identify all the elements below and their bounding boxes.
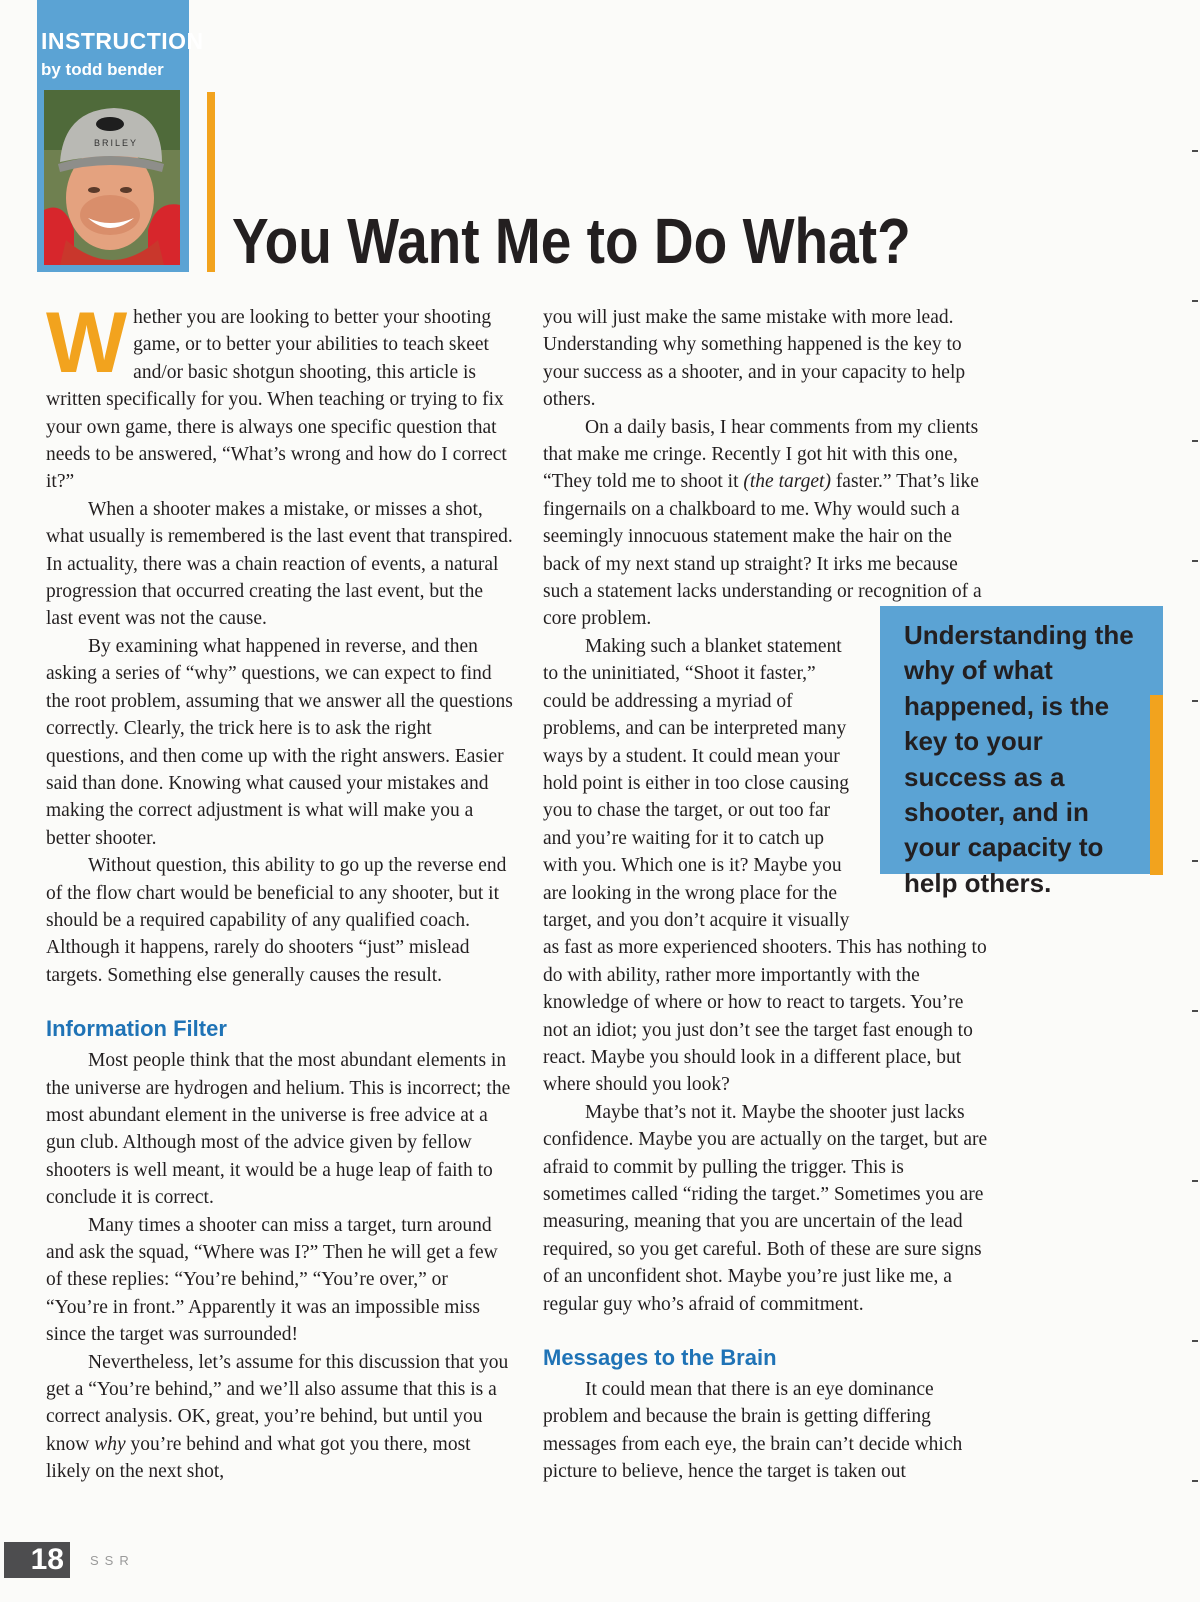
text-span: you’re behind and what got you there, most likely on the next shot,: [46, 1433, 471, 1483]
paragraph: [46, 1349, 514, 1486]
paragraph-intro: [46, 295, 514, 496]
edge-mark: [1192, 1340, 1198, 1342]
edge-mark: [1192, 1180, 1198, 1182]
paragraph: you will just make the same mistake with more lead. Understanding why something happened is the key to your success as a shooter, and in your capacity to help others.: [543, 307, 966, 411]
paragraph: Maybe that’s not it. Maybe the shooter just lacks confidence. Maybe you are actually on the target, but are afraid to commit by pulling the trigger. This is sometimes called “riding the target.” Sometimes you are measuring, meaning that you are uncertain of the lead required, so you get careful. Both of these are sure signs of an unconfident shot. Maybe you’re just like me, a regular guy who’s afraid of commitment.: [543, 1101, 988, 1315]
title-accent-bar: [207, 92, 215, 272]
paragraph: Without question, this ability to go up the reverse end of the flow chart would be beneficial to any shooter, but it should be a required capability of any qualified coach. Although it happens, rarely do shooters “just” mislead targets. Something else generally causes the result.: [46, 855, 507, 986]
paragraph: By examining what happened in reverse, and then asking a series of “why” questions, we can expect to find the root problem, assuming that we answer all the questions correctly. Clearly, the trick here is to ask the right questions, and then come up with the right answers. Easier said than done. Knowing what caused your mistakes and making the correct adjustment is what will make you a better shooter.: [46, 635, 513, 849]
cap-logo-text: BRILEY: [94, 138, 139, 148]
edge-mark: [1192, 440, 1198, 442]
text-span: faster.” That’s like fingernails on a chalkboard to me. Why would such a seemingly innocuous statement make the hair on the back of my next stand up straight? It irks me because such a statement lacks understanding or recognition of a core problem.: [543, 471, 982, 630]
page-number: 18: [30, 1543, 64, 1576]
subheading-information-filter: Information Filter: [46, 1016, 227, 1042]
paragraph: When a shooter makes a mistake, or misses a shot, what usually is remembered is the last event that transpired. In actuality, there was a chain reaction of events, a natural progression that occurred creating the last event, but the last event was not the cause.: [46, 498, 513, 630]
text-span: On a daily basis, I hear comments from my clients that make me cringe. Recently I got hit with this one, “They told me to shoot it: [543, 416, 979, 493]
subheading-messages-to-the-brain: Messages to the Brain: [543, 1345, 777, 1371]
paragraph: [543, 414, 988, 633]
byline: by todd bender: [41, 60, 164, 79]
author-photo: [44, 90, 180, 265]
pullquote-box: [880, 606, 1163, 898]
page-number-box: [4, 1542, 70, 1578]
paragraph: It could mean that there is an eye dominance problem and because the brain is getting differing messages from each eye, the brain can’t decide which picture to believe, hence the target is taken out: [543, 1379, 963, 1483]
intro-text: hether you are looking to better your shooting game, or to better your abilities to teach skeet and/or basic shotgun shooting, this article is written specifically for you. When teaching or trying to fix your own game, there is always one specific question that needs to be answered, “What’s wrong and how do I correct it?”: [46, 307, 507, 493]
edge-mark: [1192, 860, 1198, 862]
emphasis: (the target): [743, 471, 831, 493]
edge-mark: [1192, 1010, 1198, 1012]
pullquote-accent-bar: [1150, 695, 1163, 875]
section-kicker: INSTRUCTION: [41, 28, 204, 54]
edge-mark: [1192, 1480, 1198, 1482]
article-title: You Want Me to Do What?: [232, 205, 911, 277]
edge-mark: [1192, 150, 1198, 152]
left-column: [46, 295, 514, 1486]
paragraph: Many times a shooter can miss a target, turn around and ask the squad, “Where was I?” Then he will get a few of these replies: “You’re behind,” “You’re over,” or “You’re in front.” Apparently it was an impossible miss since the target was surrounded!: [46, 1214, 498, 1346]
emphasis: why: [94, 1433, 126, 1455]
paragraph: Making such a blanket statement to the uninitiated, “Shoot it faster,” could be addressing a myriad of problems, and can be interpreted many ways by a student. It could mean your hold point is either in too close causing you to chase the target, or out too far and you’re waiting for it to catch up with you. Which one is it? Maybe you are looking in the wrong place for the target, and you don’t acquire it visually as fast as more experienced shooters. This has nothing to do with ability, rather more importantly with the knowledge of where or how to react to targets. You’re not an idiot; you just don’t see the target fast enough to react. Maybe you should look in a different place, but where should you look?: [543, 635, 987, 1096]
pullquote-text: Understanding the why of what happened, is the key to your success as a shooter, and in your capacity to help others.: [904, 620, 1134, 898]
text-span: Nevertheless, let’s assume for this discussion that you get a “You’re behind,” and we’ll also assume that this is a correct analysis. OK, great, you’re behind, but until you know: [46, 1351, 509, 1455]
column-header-box: [37, 0, 204, 272]
drop-cap: W: [46, 295, 128, 391]
edge-mark: [1192, 560, 1198, 562]
edge-mark: [1192, 300, 1198, 302]
magazine-name: SSR: [90, 1553, 135, 1568]
edge-mark: [1192, 700, 1198, 702]
paragraph: Most people think that the most abundant elements in the universe are hydrogen and helium. This is incorrect; the most abundant element in the universe is free advice at a gun club. Although most of the advice given by fellow shooters is well meant, it would be a huge leap of faith to conclude it is correct.: [46, 1050, 511, 1209]
